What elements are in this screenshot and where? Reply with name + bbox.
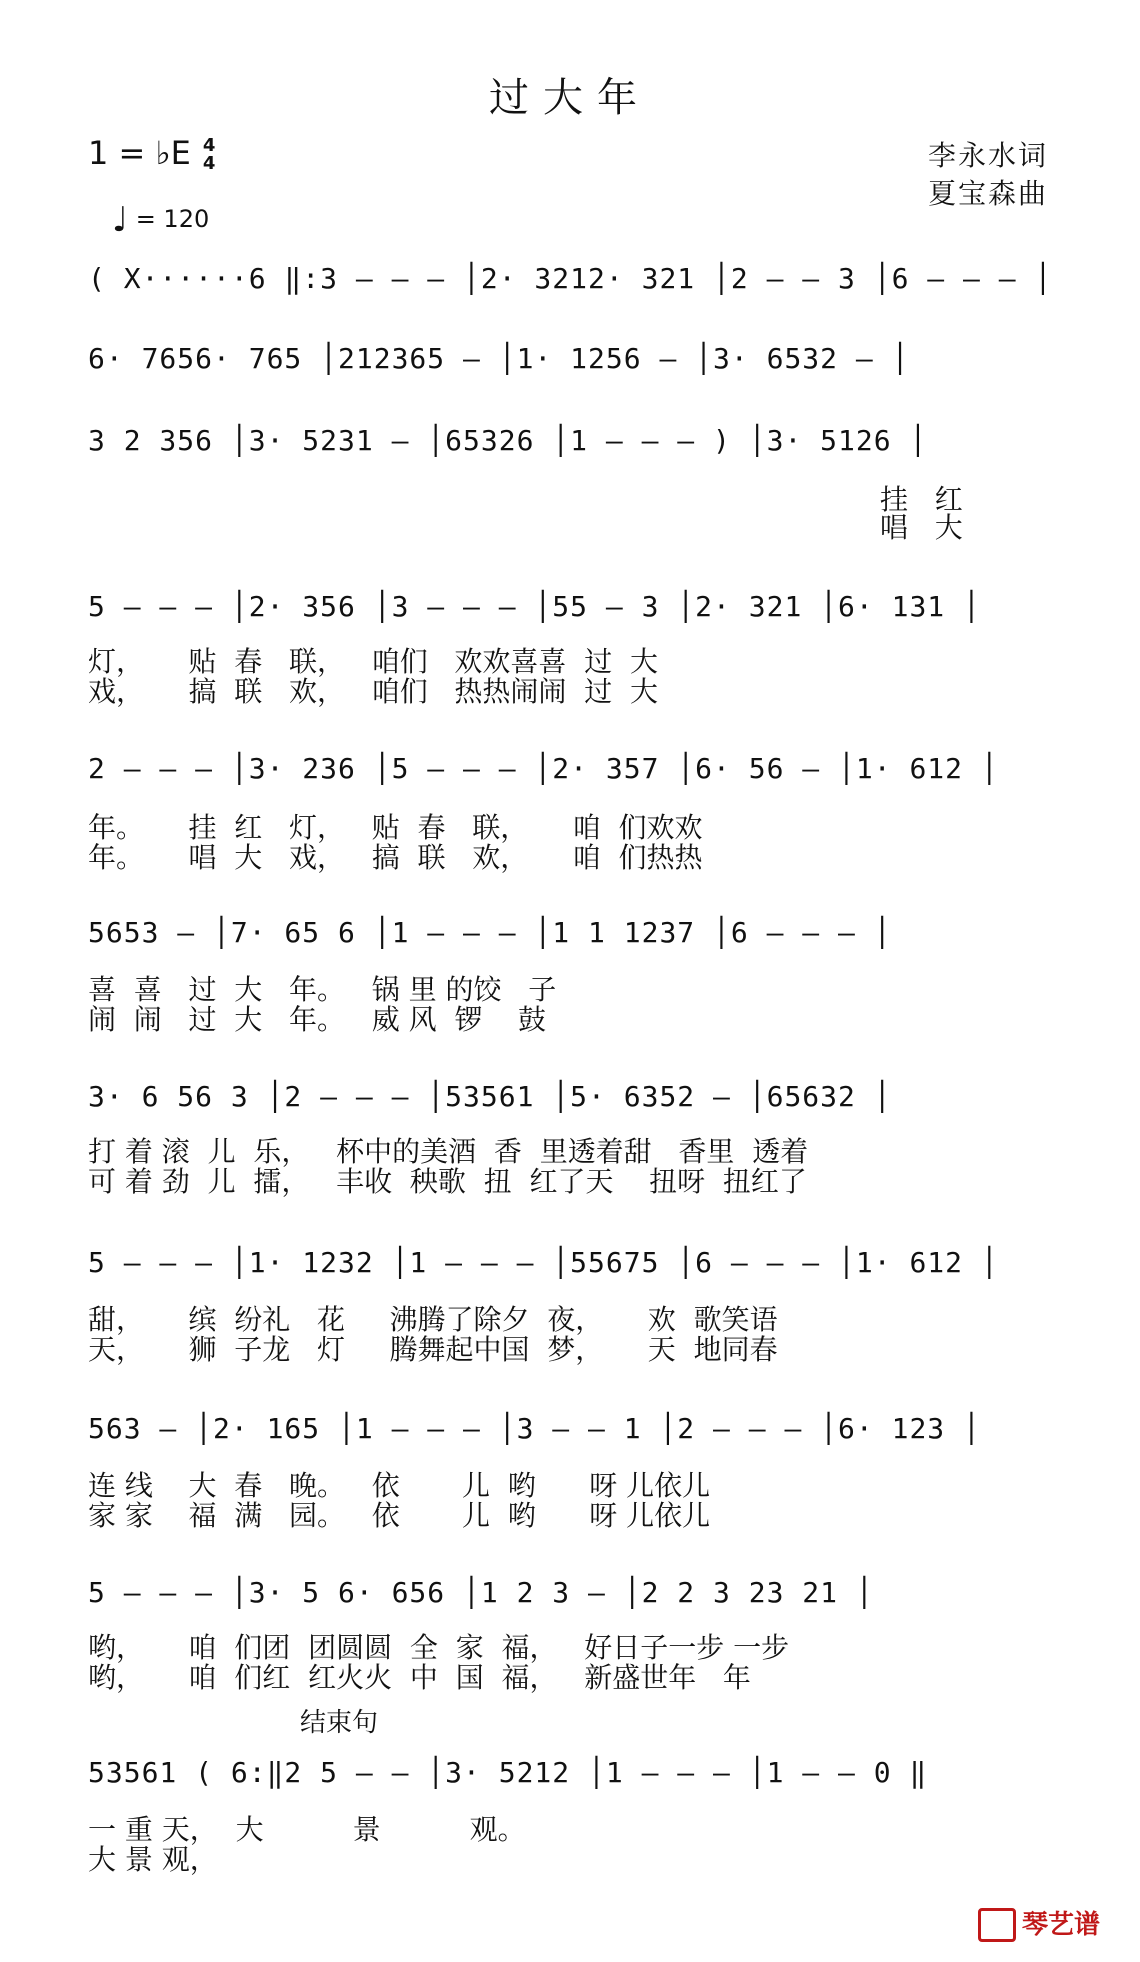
lyrics-verse-1: 挂 红 xyxy=(880,483,963,516)
lyrics-verse-1: 年。 挂 红 灯， 贴 春 联， 咱 们欢欢 xyxy=(88,811,703,844)
lyrics-verse-2: 可 着 劲 儿 擂， 丰收 秧歌 扭 红了天 扭呀 扭红了 xyxy=(88,1165,807,1198)
key-signature xyxy=(88,134,215,173)
notation-row: 53561 ( 6:‖2 5 — — │3· 5212 │1 — — — │1 — — 0 ‖ xyxy=(88,1756,928,1789)
notation-row: 563 — │2· 165 │1 — — — │3 — — 1 │2 — — — │6· 123 │ xyxy=(88,1412,981,1445)
notation-row: 5 — — — │3· 5 6· 656 │1 2 3 — │2 2 3 23 21 │ xyxy=(88,1576,874,1609)
lyrics-verse-2: 天， 狮 子龙 灯 腾舞起中国 梦， 天 地同春 xyxy=(88,1333,778,1366)
lyrics-verse-1: 喜 喜 过 大 年。 锅 里 的饺 子 xyxy=(88,973,557,1006)
notation-row: ( X······6 ‖:3 — — — │2· 3212· 321 │2 — — 3 │6 — — — │ xyxy=(88,262,1053,295)
lyrics-verse-1: 打 着 滚 儿 乐， 杯中的美酒 香 里透着甜 香里 透着 xyxy=(88,1135,809,1168)
lyrics-verse-2: 戏， 搞 联 欢， 咱们 热热闹闹 过 大 xyxy=(88,675,659,708)
lyricist: 李永水词 xyxy=(927,139,1048,172)
notation-row: 2 — — — │3· 236 │5 — — — │2· 357 │6· 56 — │1· 612 │ xyxy=(88,752,999,785)
lyrics-verse-2: 唱 大 xyxy=(880,511,963,544)
watermark-text: 琴艺谱 xyxy=(1021,1909,1100,1940)
quarter-note-icon: ♩ xyxy=(112,200,129,240)
tempo-marking xyxy=(112,200,209,240)
lyrics-verse-2: 年。 唱 大 戏， 搞 联 欢， 咱 们热热 xyxy=(88,841,703,874)
lyrics-verse-1: 灯， 贴 春 联， 咱们 欢欢喜喜 过 大 xyxy=(88,645,659,678)
lyrics-verse-2: 家 家 福 满 园。 依 儿 哟 呀 儿依儿 xyxy=(88,1499,711,1532)
ending-label: 结束句 xyxy=(300,1708,379,1738)
notation-row: 5 — — — │1· 1232 │1 — — — │55675 │6 — — — │1· 612 │ xyxy=(88,1246,999,1279)
lyrics-verse-1: 一 重 天， 大 景 观。 xyxy=(88,1813,526,1846)
meter-bottom: 4 xyxy=(202,153,216,174)
tempo-value: = 120 xyxy=(135,205,210,233)
lyrics-verse-1: 哟， 咱 们团 团圆圆 全 家 福， 好日子一步 一步 xyxy=(88,1631,790,1664)
song-title: 过大年 xyxy=(489,75,651,121)
meter-top: 4 xyxy=(202,135,216,156)
notation-row: 5653 — │7· 65 6 │1 — — — │1 1 1237 │6 — — — │ xyxy=(88,916,892,949)
watermark xyxy=(978,1904,1100,1943)
qinyipu-logo-icon xyxy=(978,1908,1016,1942)
lyrics-verse-2: 大 景 观， xyxy=(88,1843,218,1876)
composer: 夏宝森曲 xyxy=(927,177,1048,210)
time-signature xyxy=(203,137,216,173)
lyrics-verse-2: 闹 闹 过 大 年。 威 风 锣 鼓 xyxy=(88,1003,547,1036)
notation-row: 5 — — — │2· 356 │3 — — — │55 — 3 │2· 321 │6· 131 │ xyxy=(88,590,981,623)
notation-row: 3 2 356 │3· 5231 — │65326 │1 — — — ) │3· 5126 │ xyxy=(88,424,928,457)
notation-row: 6· 7656· 765 │212365 — │1· 1256 — │3· 6532 — │ xyxy=(88,342,910,375)
key-text: 1 = ♭E xyxy=(88,134,191,172)
notation-row: 3· 6 56 3 │2 — — — │53561 │5· 6352 — │65632 │ xyxy=(88,1080,892,1113)
lyrics-verse-1: 甜， 缤 纷礼 花 沸腾了除夕 夜， 欢 歌笑语 xyxy=(88,1303,778,1336)
lyrics-verse-1: 连 线 大 春 晚。 依 儿 哟 呀 儿依儿 xyxy=(88,1469,711,1502)
lyrics-verse-2: 哟， 咱 们红 红火火 中 国 福， 新盛世年 年 xyxy=(88,1661,751,1694)
